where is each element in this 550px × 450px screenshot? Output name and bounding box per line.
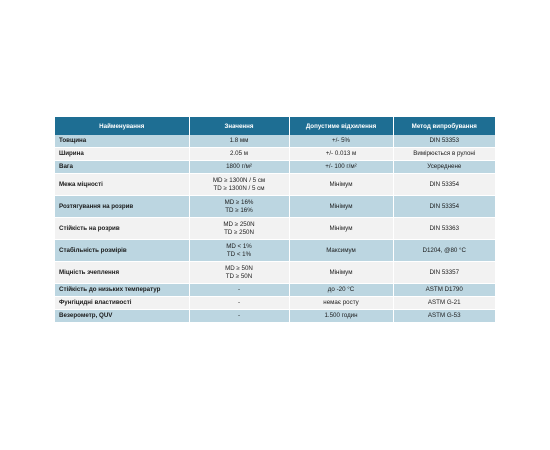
cell-method: Вимірюється в рулоні: [393, 148, 495, 161]
cell-value-line: MD < 1%: [226, 242, 252, 250]
cell-name: Фунгіцидні властивості: [55, 297, 189, 310]
cell-method: DIN 53354: [393, 196, 495, 218]
spec-table: [55, 117, 495, 323]
cell-tolerance: Мінімум: [289, 218, 393, 240]
cell-method: Усереднене: [393, 161, 495, 174]
table-row: [55, 196, 495, 218]
cell-value-line: 1.8 мм: [229, 137, 249, 144]
table-row: [55, 218, 495, 240]
cell-method: ASTM G-21: [393, 297, 495, 310]
table-header: [55, 117, 495, 135]
cell-tolerance: 1.500 годин: [289, 310, 393, 323]
table-row: [55, 297, 495, 310]
cell-value-line: 2.05 м: [229, 150, 249, 157]
cell-value-line: TD < 1%: [226, 250, 252, 258]
cell-value-line: TD ≥ 1300N / 5 см: [213, 184, 265, 192]
cell-method: DIN 53363: [393, 218, 495, 240]
cell-tolerance: +/- 5%: [289, 135, 393, 148]
cell-name: Товщина: [55, 135, 189, 148]
cell-method: D1204, @80 °C: [393, 240, 495, 262]
table-row: [55, 135, 495, 148]
cell-name: Розтягування на розрив: [55, 196, 189, 218]
cell-method: DIN 53354: [393, 174, 495, 196]
cell-name: Стабільність розмірів: [55, 240, 189, 262]
cell-value-line: -: [237, 299, 241, 306]
cell-value: [189, 161, 289, 174]
table-row: [55, 148, 495, 161]
header-tolerance: Допустиме відхилення: [289, 117, 393, 135]
cell-value-line: 1800 г/м²: [226, 163, 252, 170]
cell-value-line: -: [237, 286, 241, 293]
cell-value: [189, 135, 289, 148]
cell-value: [189, 218, 289, 240]
cell-tolerance: до -20 °C: [289, 284, 393, 297]
cell-value: [189, 297, 289, 310]
cell-tolerance: Мінімум: [289, 174, 393, 196]
cell-tolerance: Максимум: [289, 240, 393, 262]
cell-value: [189, 148, 289, 161]
cell-method: ASTM G-53: [393, 310, 495, 323]
cell-tolerance: +/- 0.013 м: [289, 148, 393, 161]
table-body: [55, 135, 495, 323]
cell-tolerance: Мінімум: [289, 196, 393, 218]
header-row: [55, 117, 495, 135]
header-value: Значення: [189, 117, 289, 135]
table-row: [55, 284, 495, 297]
cell-name: Стійкість на розрив: [55, 218, 189, 240]
cell-method: ASTM D1790: [393, 284, 495, 297]
cell-name: Ширина: [55, 148, 189, 161]
cell-method: DIN 53353: [393, 135, 495, 148]
table-row: [55, 262, 495, 284]
cell-name: Везерометр, QUV: [55, 310, 189, 323]
cell-tolerance: Мінімум: [289, 262, 393, 284]
spec-table-container: [55, 117, 495, 323]
cell-tolerance: немає росту: [289, 297, 393, 310]
cell-value: [189, 262, 289, 284]
cell-name: Міцність зчеплення: [55, 262, 189, 284]
cell-value: [189, 196, 289, 218]
cell-name: Вага: [55, 161, 189, 174]
table-row: [55, 161, 495, 174]
cell-value-line: MD ≥ 1300N / 5 см: [212, 176, 266, 184]
header-name: Найменування: [55, 117, 189, 135]
header-method: Метод випробування: [393, 117, 495, 135]
cell-tolerance: +/- 100 г/м²: [289, 161, 393, 174]
table-row: [55, 240, 495, 262]
table-row: [55, 310, 495, 323]
cell-value-line: MD ≥ 50N: [225, 264, 253, 272]
cell-value-line: -: [237, 312, 241, 319]
cell-value-line: TD ≥ 16%: [225, 206, 253, 214]
table-row: [55, 174, 495, 196]
cell-value: [189, 240, 289, 262]
cell-value: [189, 284, 289, 297]
cell-value-line: TD ≥ 250N: [224, 228, 254, 236]
cell-value: [189, 310, 289, 323]
cell-name: Межа міцності: [55, 174, 189, 196]
cell-value-line: MD ≥ 250N: [223, 220, 255, 228]
cell-value: [189, 174, 289, 196]
cell-name: Стійкість до низьких температур: [55, 284, 189, 297]
cell-value-line: MD ≥ 16%: [224, 198, 254, 206]
cell-method: DIN 53357: [393, 262, 495, 284]
cell-value-line: TD ≥ 50N: [225, 272, 253, 280]
